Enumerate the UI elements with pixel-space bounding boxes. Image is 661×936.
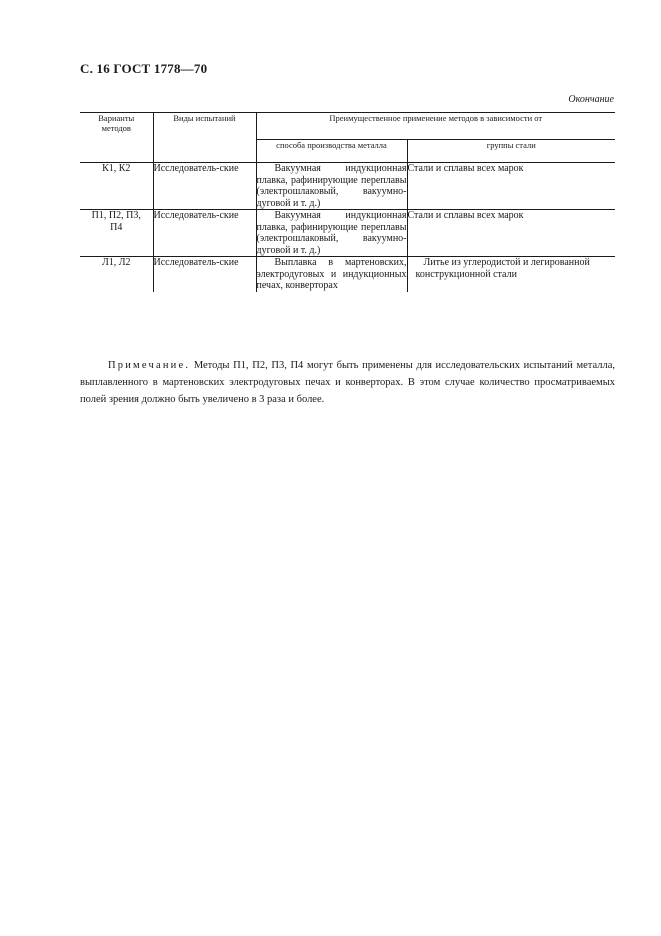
table-continuation-label: Окончание [568, 94, 614, 105]
cell-production-method: Вакуумная индукционная плавка, рафинирующие переплавы (электрошлаковый, вакуумно-дуговой и т. д.) [256, 210, 407, 256]
cell-production-method: Вакуумная индукционная плавка, рафинирующие переплавы (электрошлаковый, вакуумно-дуговой и т. д.) [256, 163, 407, 209]
table-row [80, 210, 615, 257]
header-steel-group: группы стали [407, 140, 615, 163]
cell-variants: К1, К2 [80, 163, 153, 210]
header-variants: Варианты методов [80, 113, 153, 163]
header-preferred-application: Преимущественное применение методов в зависимости от [256, 113, 615, 140]
cell-variants: Л1, Л2 [80, 257, 153, 292]
cell-test-type: Исследователь-ские [153, 257, 256, 292]
header-production-method: способа производства металла [256, 140, 407, 163]
table-note [80, 357, 615, 408]
cell-steel-group: Стали и сплавы всех марок [407, 210, 615, 257]
page-title: С. 16 ГОСТ 1778—70 [80, 61, 208, 76]
table-row [80, 257, 615, 292]
note-label: Примечание. [108, 360, 191, 371]
cell-production-method: Выплавка в мартеновских, электродуговых и индукционных печах, конверторах [256, 257, 407, 291]
cell-steel-group: Литье из углеродистой и легированной конструкционной стали [407, 257, 615, 292]
table-row [80, 163, 615, 210]
cell-test-type: Исследователь-ские [153, 163, 256, 210]
cell-test-type: Исследователь-ские [153, 210, 256, 257]
cell-variants: П1, П2, П3, П4 [80, 210, 153, 257]
methods-table [80, 112, 615, 292]
cell-steel-group: Стали и сплавы всех марок [407, 163, 615, 210]
note-text: Методы П1, П2, П3, П4 могут быть применены для исследовательских испытаний металла, выплавленного в мартеновских электродуговых печах и конверторах. В этом случае количество просматриваемых полей зрения должно быть увеличено в 3 раза и более. [80, 360, 616, 405]
header-test-types: Виды испытаний [153, 113, 256, 163]
